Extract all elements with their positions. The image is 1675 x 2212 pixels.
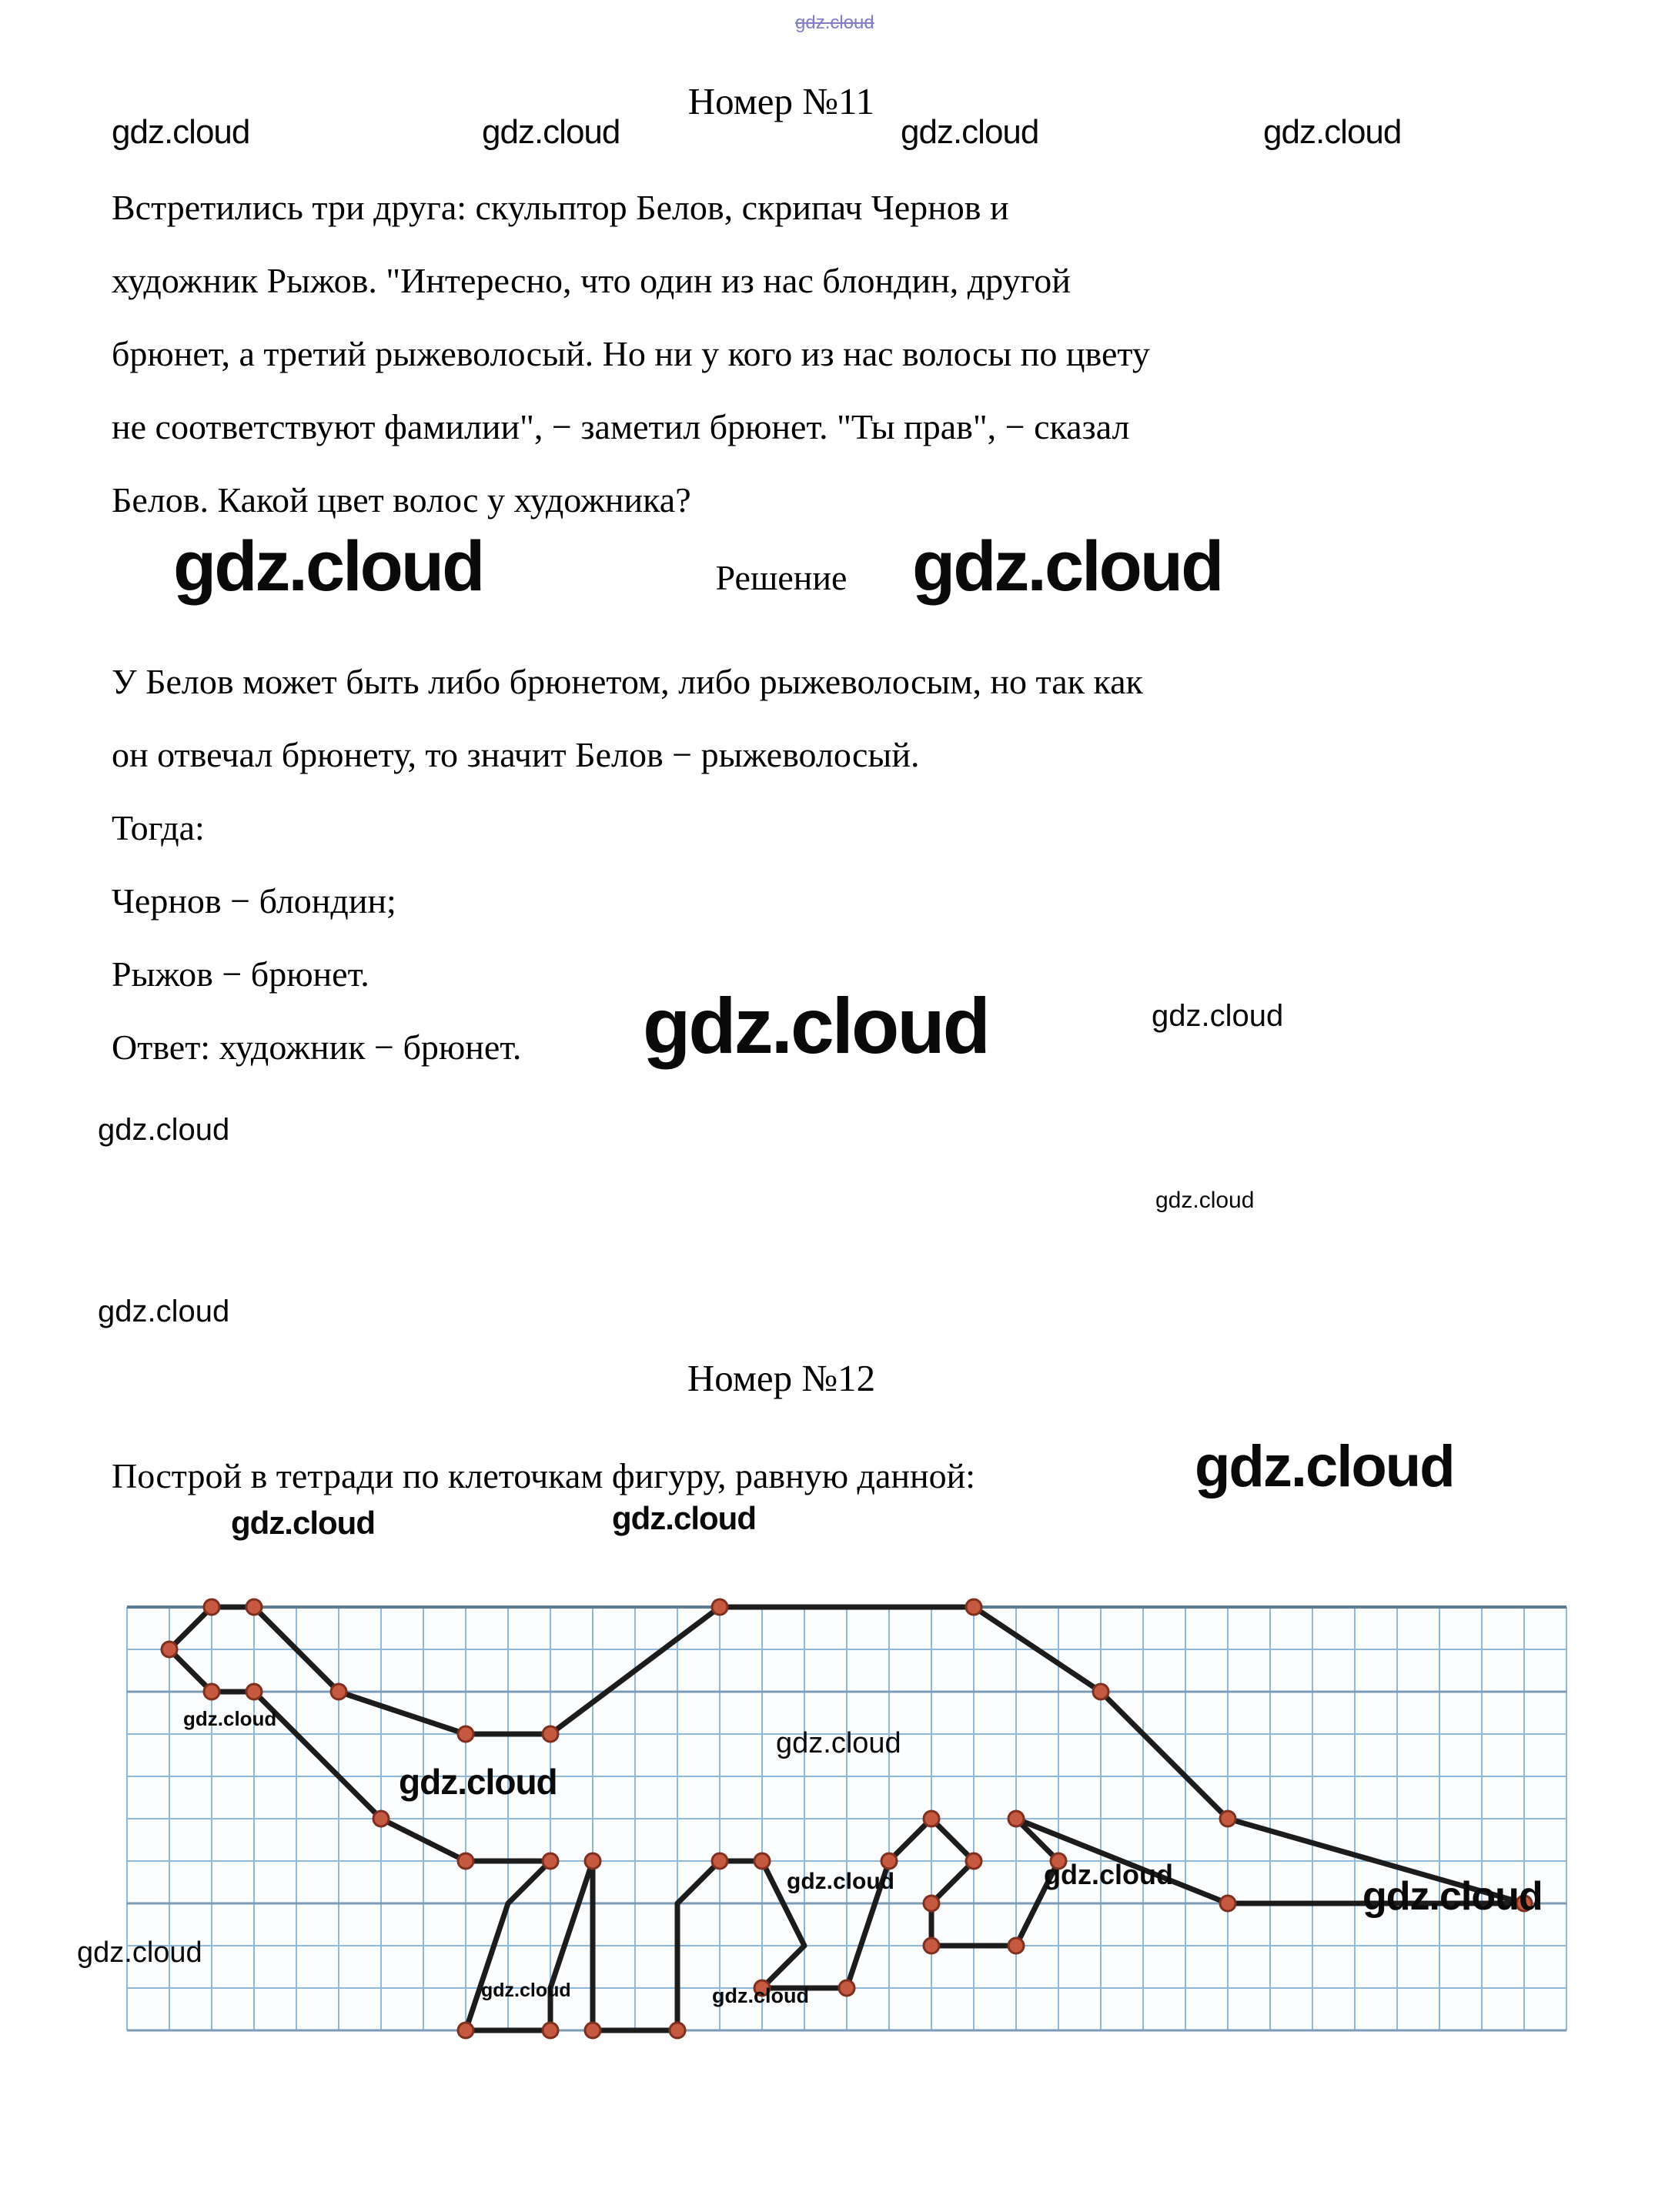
vertex-dot (1220, 1896, 1235, 1911)
vertex-dot (839, 1980, 854, 1996)
gdz-watermark: gdz.cloud (481, 1980, 571, 2001)
solution-text-line: У Белов может быть либо брюнетом, либо рыжеволосым, но так как (112, 662, 1143, 701)
vertex-dot (204, 1684, 219, 1699)
gdz-watermark: gdz.cloud (1263, 113, 1402, 151)
vertex-dot (966, 1853, 981, 1869)
problem-11-text (112, 171, 1150, 536)
top-link-watermark: gdz.cloud (795, 12, 874, 33)
gdz-watermark: gdz.cloud (612, 1500, 756, 1536)
vertex-dot (585, 1853, 600, 1869)
vertex-dot (246, 1684, 262, 1699)
vertex-dot (1220, 1811, 1235, 1826)
vertex-dot (543, 1853, 558, 1869)
gdz-watermark: gdz.cloud (231, 1505, 375, 1541)
vertex-dot (543, 1726, 558, 1742)
vertex-dot (458, 2023, 473, 2038)
gdz-watermark: gdz.cloud (173, 527, 483, 606)
problem-text-line: Встретились три друга: скульптор Белов, скрипач Чернов и (112, 188, 1009, 227)
vertex-dot (543, 2023, 558, 2038)
gdz-watermark: gdz.cloud (1362, 1874, 1543, 1919)
gdz-watermark: gdz.cloud (98, 1295, 230, 1328)
vertex-dot (458, 1726, 473, 1742)
vertex-dot (204, 1599, 219, 1615)
problem-text-line: художник Рыжов. "Интересно, что один из нас блондин, другой (112, 261, 1071, 300)
solution-heading: Решение (715, 558, 848, 597)
gdz-watermark: gdz.cloud (912, 527, 1222, 606)
problem-11-title: Номер №11 (687, 80, 875, 122)
vertex-dot (670, 2023, 685, 2038)
gdz-watermark: gdz.cloud (1152, 999, 1284, 1033)
solution-text-line: Тогда: (112, 808, 205, 847)
gdz-watermark: gdz.cloud (112, 113, 250, 151)
problem-12-title: Номер №12 (687, 1357, 876, 1399)
gdz-watermark: gdz.cloud (77, 1936, 202, 1969)
gdz-watermark: gdz.cloud (787, 1869, 894, 1894)
gdz-watermark: gdz.cloud (901, 113, 1039, 151)
gdz-watermark: gdz.cloud (643, 982, 988, 1070)
vertex-dot (458, 1853, 473, 1869)
gdz-watermark: gdz.cloud (98, 1113, 230, 1147)
problem-text-line: брюнет, а третий рыжеволосый. Но ни у кого из нас волосы по цвету (112, 334, 1150, 373)
solution-text-line: он отвечал брюнету, то значит Белов − рыжеволосый. (112, 735, 920, 774)
vertex-dot (881, 1853, 897, 1869)
vertex-dot (754, 1853, 770, 1869)
vertex-dot (1093, 1684, 1108, 1699)
vertex-dot (331, 1684, 346, 1699)
gdz-watermark: gdz.cloud (482, 113, 620, 151)
problem-text-line: Белов. Какой цвет волос у художника? (112, 480, 691, 520)
gdz-watermark: gdz.cloud (399, 1762, 557, 1802)
solution-text-line: Ответ: художник − брюнет. (112, 1027, 522, 1067)
gdz-watermark: gdz.cloud (712, 1984, 809, 2007)
vertex-dot (924, 1811, 939, 1826)
vertex-dot (162, 1642, 177, 1657)
vertex-dot (373, 1811, 389, 1826)
vertex-dot (585, 2023, 600, 2038)
vertex-dot (1008, 1811, 1024, 1826)
vertex-dot (966, 1599, 981, 1615)
gdz-watermark: gdz.cloud (1044, 1859, 1173, 1890)
vertex-dot (924, 1938, 939, 1953)
vertex-dot (712, 1599, 727, 1615)
gdz-watermark: gdz.cloud (776, 1727, 901, 1759)
vertex-dot (1008, 1938, 1024, 1953)
problem-text-line: не соответствуют фамилии", − заметил брюнет. "Ты прав", − сказал (112, 407, 1130, 446)
problem-12-instruction (112, 1453, 975, 1499)
gdz-watermark: gdz.cloud (1155, 1188, 1255, 1213)
solution-text-line: Чернов − блондин; (112, 881, 396, 921)
gdz-watermark: gdz.cloud (183, 1707, 277, 1730)
grid-figure (122, 1592, 1578, 2043)
vertex-dot (712, 1853, 727, 1869)
vertex-dot (246, 1599, 262, 1615)
instruction-text: Построй в тетради по клеточкам фигуру, равную данной: (112, 1456, 976, 1495)
vertex-dot (924, 1896, 939, 1911)
gdz-watermark: gdz.cloud (1195, 1434, 1454, 1499)
solution-text-line: Рыжов − брюнет. (112, 954, 369, 994)
